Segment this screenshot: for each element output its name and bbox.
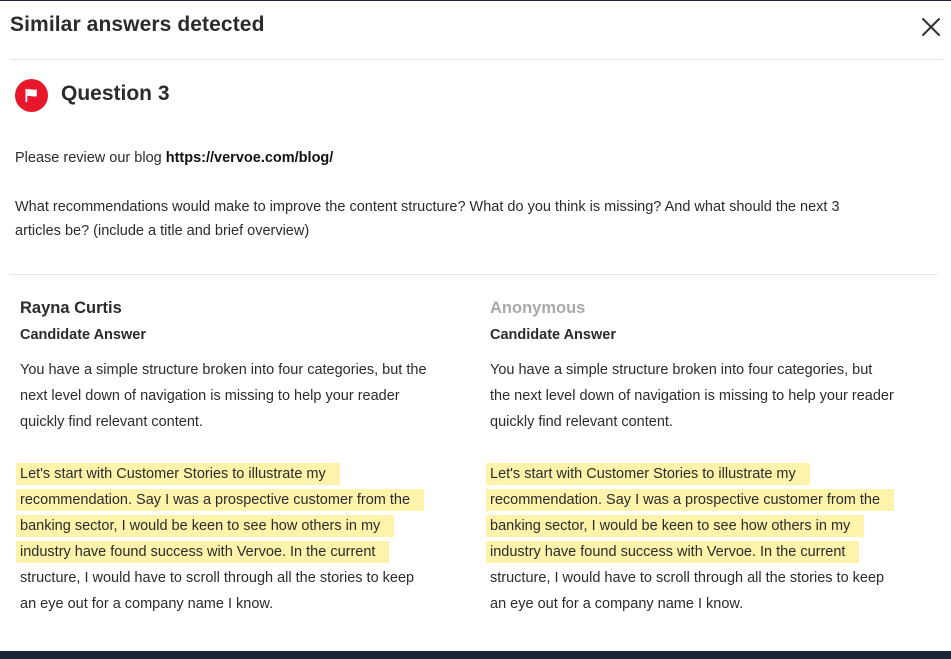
- answer-column-right: [490, 299, 930, 617]
- answer-line: next level down of navigation is missing to help your reader: [20, 388, 400, 404]
- prompt-line: articles be? (include a title and brief overview): [15, 223, 310, 239]
- candidate-name: Anonymous: [490, 299, 586, 317]
- question-prompt-body: [15, 195, 895, 243]
- flag-badge: [15, 79, 48, 112]
- answer-column-left: [20, 299, 460, 617]
- modal-title: Similar answers detected: [10, 13, 265, 36]
- close-button[interactable]: [917, 13, 945, 41]
- similar-answers-modal: [0, 1, 951, 651]
- highlighted-line: industry have found success with Vervoe. In the current: [486, 541, 859, 563]
- candidate-name: Rayna Curtis: [20, 299, 122, 317]
- highlighted-line: Let's start with Customer Stories to illustrate my: [486, 463, 810, 485]
- answer-line: the next level down of navigation is missing to help your reader: [490, 388, 894, 404]
- highlighted-line: banking sector, I would be keen to see how others in my: [16, 515, 394, 537]
- prompt-prefix: Please review our blog: [15, 150, 166, 166]
- question-prompt-blog: [15, 146, 333, 170]
- question-divider: [10, 274, 938, 275]
- answer-paragraph: [490, 461, 930, 617]
- candidate-answer-label: Candidate Answer: [20, 327, 146, 343]
- answer-line: structure, I would have to scroll through all the stories to keep: [490, 570, 885, 586]
- answer-paragraph: [490, 357, 930, 435]
- answer-line: quickly find relevant content.: [490, 414, 673, 430]
- answer-line: You have a simple structure broken into four categories, but: [490, 362, 873, 378]
- prompt-line: What recommendations would make to improve the content structure? What do you think is missing? And what should the next 3: [15, 199, 840, 215]
- close-icon: [917, 13, 945, 41]
- blog-link[interactable]: https://vervoe.com/blog/: [165, 150, 334, 166]
- highlighted-line: Let's start with Customer Stories to illustrate my: [16, 463, 340, 485]
- candidate-answer-label: Candidate Answer: [490, 327, 616, 343]
- answer-line: an eye out for a company name I know.: [490, 596, 744, 612]
- highlighted-line: industry have found success with Vervoe. In the current: [16, 541, 389, 563]
- answer-paragraph: [20, 461, 460, 617]
- header-divider: [10, 59, 943, 60]
- page-footer-bar: [0, 651, 951, 659]
- highlighted-line: recommendation. Say I was a prospective customer from the: [486, 489, 894, 511]
- highlighted-line: banking sector, I would be keen to see how others in my: [486, 515, 864, 537]
- question-title: Question 3: [61, 82, 170, 105]
- answer-line: structure, I would have to scroll through all the stories to keep: [20, 570, 415, 586]
- answer-line: quickly find relevant content.: [20, 414, 203, 430]
- answer-paragraph: [20, 357, 460, 435]
- answer-line: You have a simple structure broken into four categories, but the: [20, 362, 427, 378]
- highlighted-line: recommendation. Say I was a prospective customer from the: [16, 489, 424, 511]
- flag-icon: [23, 87, 40, 104]
- answer-line: an eye out for a company name I know.: [20, 596, 274, 612]
